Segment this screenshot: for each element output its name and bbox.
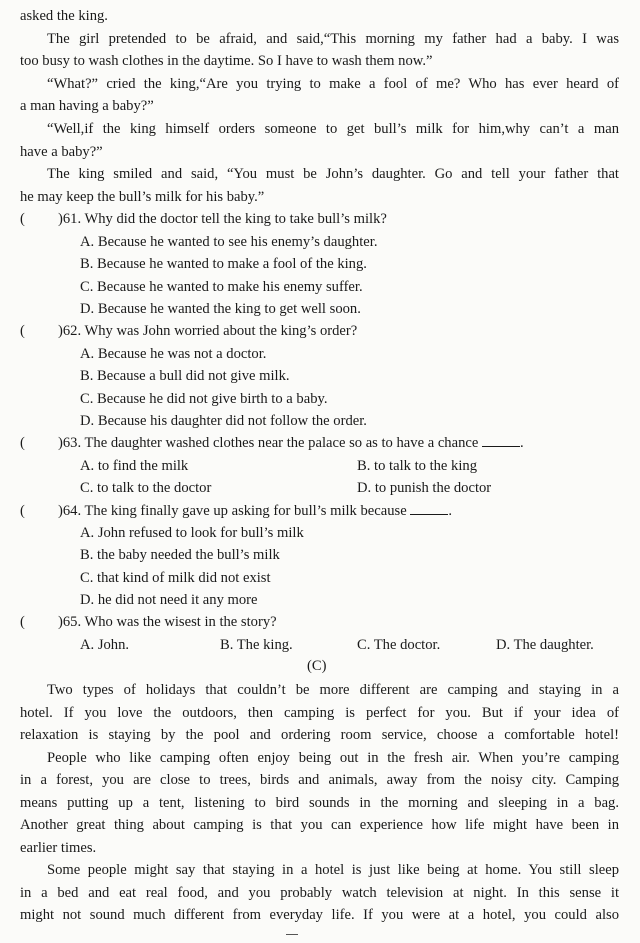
passage-text-line: in a forest, you are close to trees, birds and animals, away from the noisy city. Camping — [20, 772, 619, 788]
question-stem-61: )61. Why did the doctor tell the king to take bull’s milk? — [58, 211, 387, 227]
option-63-a: A. to find the milk — [80, 458, 189, 474]
story-text-line: a man having a baby?” — [20, 98, 154, 114]
passage-text-line: Two types of holidays that couldn’t be more different are camping and staying in a — [47, 682, 619, 698]
answer-blank — [482, 434, 520, 447]
passage-text-line: in a bed and eat real food, and you probably watch television at night. In this sense it — [20, 885, 619, 901]
option-61-d: D. Because he wanted the king to get well soon. — [80, 301, 361, 317]
option-64-d: D. he did not need it any more — [80, 592, 258, 608]
story-text-line: “Well,if the king himself orders someone to get bull’s milk for him,why can’t a man — [47, 121, 619, 137]
story-text-line: have a baby?” — [20, 144, 103, 160]
story-text-line: asked the king. — [20, 8, 108, 24]
option-65-d: D. The daughter. — [496, 637, 594, 653]
option-62-b: B. Because a bull did not give milk. — [80, 368, 290, 384]
option-65-b: B. The king. — [220, 637, 293, 653]
question-stem-63-text: )63. The daughter washed clothes near the palace so as to have a chance — [58, 435, 479, 451]
question-stem-64-text: )64. The king finally gave up asking for bull’s milk because — [58, 503, 407, 519]
option-64-a: A. John refused to look for bull’s milk — [80, 525, 304, 541]
answer-blank — [410, 502, 448, 515]
option-65-c: C. The doctor. — [357, 637, 441, 653]
question-stem-63 — [58, 434, 524, 452]
option-61-a: A. Because he wanted to see his enemy’s daughter. — [80, 234, 378, 250]
passage-text-line: hotel. If you love the outdoors, then camping is perfect for you. But if your idea of — [20, 705, 619, 721]
passage-text-line: relaxation is staying by the pool and ordering room service, choose a comfortable hotel! — [20, 727, 619, 743]
question-stem-62: )62. Why was John worried about the king’s order? — [58, 323, 358, 339]
option-63-c: C. to talk to the doctor — [80, 480, 212, 496]
story-text-line: too busy to wash clothes in the daytime. So I have to wash them now.” — [20, 53, 433, 69]
passage-text-line: might not sound much different from everyday life. If you were at a hotel, you could also — [20, 907, 619, 923]
option-62-d: D. Because his daughter did not follow the order. — [80, 413, 367, 429]
answer-bracket: ( — [20, 503, 25, 519]
answer-bracket: ( — [20, 435, 25, 451]
passage-text-line: Some people might say that staying in a hotel is just like being at home. You still sleep — [47, 862, 619, 878]
answer-bracket: ( — [20, 614, 25, 630]
option-63-d: D. to punish the doctor — [357, 480, 492, 496]
option-62-a: A. Because he was not a doctor. — [80, 346, 267, 362]
question-stem-63-end: . — [520, 435, 524, 451]
page-footer-mark — [286, 934, 298, 935]
story-text-line: he may keep the bull’s milk for his baby.” — [20, 189, 265, 205]
section-heading: (C) — [307, 658, 327, 674]
passage-text-line: People who like camping often enjoy being out in the fresh air. When you’re camping — [47, 750, 619, 766]
answer-bracket: ( — [20, 323, 25, 339]
option-64-b: B. the baby needed the bull’s milk — [80, 547, 280, 563]
question-stem-64-end: . — [448, 503, 453, 519]
passage-text-line: earlier times. — [20, 840, 97, 856]
story-text-line: The girl pretended to be afraid, and said,“This morning my father had a baby. I was — [47, 31, 619, 47]
option-63-b: B. to talk to the king — [357, 458, 477, 474]
question-stem-64 — [58, 502, 452, 520]
option-64-c: C. that kind of milk did not exist — [80, 570, 271, 586]
passage-text-line: means putting up a tent, listening to bird sounds in the morning and sleeping in a bag. — [20, 795, 619, 811]
option-65-a: A. John. — [80, 637, 130, 653]
answer-bracket: ( — [20, 211, 25, 227]
option-61-b: B. Because he wanted to make a fool of the king. — [80, 256, 367, 272]
story-text-line: “What?” cried the king,“Are you trying to make a fool of me? Who has ever heard of — [47, 76, 619, 92]
story-text-line: The king smiled and said, “You must be John’s daughter. Go and tell your father that — [47, 166, 619, 182]
option-62-c: C. Because he did not give birth to a baby. — [80, 391, 328, 407]
passage-text-line: Another great thing about camping is that you can experience how life might have been in — [20, 817, 619, 833]
question-stem-65: )65. Who was the wisest in the story? — [58, 614, 277, 630]
option-61-c: C. Because he wanted to make his enemy suffer. — [80, 279, 363, 295]
